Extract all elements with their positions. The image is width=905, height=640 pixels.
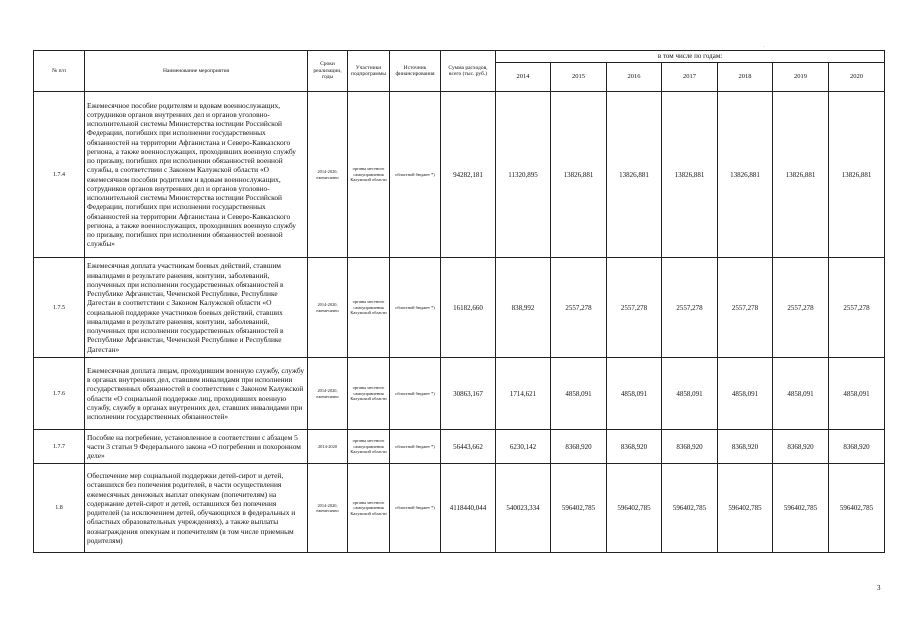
row-year-value: 13826,881 [829, 92, 885, 258]
row-year-value: 8368,920 [607, 430, 662, 464]
row-year-value: 596402,785 [662, 464, 718, 553]
col-period-header: Сроки реализации, годы [308, 51, 348, 92]
table-row [34, 464, 885, 553]
row-num: 1.8 [34, 464, 85, 553]
row-year-value: 2557,278 [662, 258, 718, 358]
row-year-value: 8368,920 [829, 430, 885, 464]
table-row [34, 430, 885, 464]
row-period: 2014-2020, ежемесячно [308, 464, 348, 553]
year-header: 2020 [829, 63, 885, 92]
col-source-header: Источник финансирования [390, 51, 441, 92]
row-period: 2014-2020, ежемесячно [308, 92, 348, 258]
row-year-value: 8368,920 [662, 430, 718, 464]
table-row [34, 92, 885, 258]
row-year-value: 13826,881 [662, 92, 718, 258]
row-period: 2014-2020, ежемесячно [308, 258, 348, 358]
row-year-value: 13826,881 [607, 92, 662, 258]
col-name-header: Наименование мероприятия [85, 51, 308, 92]
row-num: 1.7.4 [34, 92, 85, 258]
row-num: 1.7.6 [34, 358, 85, 430]
header-row [34, 51, 885, 63]
col-participants-header: Участники подпрограммы [348, 51, 390, 92]
row-year-value: 2557,278 [773, 258, 829, 358]
row-year-value: 6230,142 [496, 430, 551, 464]
year-header: 2018 [718, 63, 773, 92]
row-year-value: 540023,334 [496, 464, 551, 553]
program-table [33, 50, 885, 553]
row-year-value: 1714,621 [496, 358, 551, 430]
row-participants: органы местного самоуправления Калужской области [348, 430, 390, 464]
row-year-value: 4858,091 [607, 358, 662, 430]
row-year-value: 2557,278 [607, 258, 662, 358]
row-year-value: 596402,785 [607, 464, 662, 553]
row-num: 1.7.5 [34, 258, 85, 358]
year-header: 2014 [496, 63, 551, 92]
row-year-value: 2557,278 [829, 258, 885, 358]
row-year-value: 4858,091 [829, 358, 885, 430]
row-participants: органы местного самоуправления Калужской области [348, 358, 390, 430]
row-total: 56443,662 [441, 430, 496, 464]
row-source: областной бюджет *) [390, 92, 441, 258]
scan-speck: · [763, 45, 765, 50]
row-source: областной бюджет *) [390, 358, 441, 430]
row-period: 2014-2020, ежемесячно [308, 358, 348, 430]
row-year-value: 8368,920 [773, 430, 829, 464]
row-total: 4118440,044 [441, 464, 496, 553]
year-header: 2019 [773, 63, 829, 92]
row-year-value: 2557,278 [718, 258, 773, 358]
row-name: Ежемесячная доплата участникам боевых действий, ставшим инвалидами в результате ранения, контузии, заболеваний, полученных при исполнении государственных обязанностей в Республике Афганистан, Чеченской Республике, Республике Дагестан в соответствии с Законом Калужской области «О социальной поддержке участников боевых действий, ставших инвалидами в результате ранения, контузии, заболеваний, полученных при исполнении государственных обязанностей в Республике Афганистан, Чеченской Республике и Республике Дагестан» [85, 258, 308, 358]
row-year-value: 838,992 [496, 258, 551, 358]
year-header: 2016 [607, 63, 662, 92]
by-year-header: в том числе по годам: [496, 51, 885, 63]
row-year-value: 596402,785 [551, 464, 607, 553]
row-year-value: 596402,785 [829, 464, 885, 553]
row-name: Пособие на погребение, установленное в соответствии с абзацем 5 части 3 статьи 9 Федерального закона «О погребении и похоронном деле» [85, 430, 308, 464]
table-row [34, 258, 885, 358]
row-source: областной бюджет *) [390, 464, 441, 553]
row-participants: органы местного самоуправления Калужской области [348, 258, 390, 358]
row-year-value: 8368,920 [551, 430, 607, 464]
row-year-value: 4858,091 [773, 358, 829, 430]
row-name: Обеспечение мер социальной поддержки детей-сирот и детей, оставшихся без попечения родителей, в части осуществления ежемесячных денежных выплат опекунам (попечителям) на содержание детей-сирот и детей, оставшихся без попечения родителей (за исключением детей, обучающихся в федеральных и областных образовательных учреждениях), а также выплаты вознаграждения опекунам и попечителям (в том числе приемным родителям) [85, 464, 308, 553]
col-num-header: № п/п [34, 51, 85, 92]
row-year-value: 11320,895 [496, 92, 551, 258]
row-year-value: 596402,785 [718, 464, 773, 553]
table-row [34, 358, 885, 430]
row-year-value: 2557,278 [551, 258, 607, 358]
row-year-value: 13826,881 [551, 92, 607, 258]
row-year-value: 13826,881 [773, 92, 829, 258]
year-header: 2017 [662, 63, 718, 92]
row-period: 2014-2020 [308, 430, 348, 464]
row-year-value: 4858,091 [662, 358, 718, 430]
row-year-value: 4858,091 [718, 358, 773, 430]
row-total: 94282,181 [441, 92, 496, 258]
page-number: 3 [877, 584, 881, 592]
row-total: 16182,660 [441, 258, 496, 358]
row-source: областной бюджет *) [390, 258, 441, 358]
row-year-value: 4858,091 [551, 358, 607, 430]
col-total-header: Сумма расходов, всего (тыс. руб.) [441, 51, 496, 92]
row-participants: органы местного самоуправления Калужской области [348, 92, 390, 258]
row-source: областной бюджет *) [390, 430, 441, 464]
row-participants: органы местного самоуправления Калужской области [348, 464, 390, 553]
row-year-value: 596402,785 [773, 464, 829, 553]
row-num: 1.7.7 [34, 430, 85, 464]
row-name: Ежемесячное пособие родителям и вдовам военнослужащих, сотрудников органов внутренних дел и органов уголовно-исполнительной системы Министерства юстиции Российской Федерации, погибших при исполнении государственных обязанностей на территории Афганистана и Северо-Кавказского региона, а также военнослужащих, проходивших военную службу по призыву, погибших при исполнении обязанностей военной службы, в соответствии с Законом Калужской области «О ежемесячном пособии родителям и вдовам военнослужащих, сотрудников органов внутренних дел и органов уголовно-исполнительной системы Министерства юстиции Российской Федерации, погибших при исполнении государственных обязанностей на территории Афганистана и Северо-Кавказского региона, а также военнослужащих, проходивших военную службу по призыву, погибших при исполнении обязанностей военной службы» [85, 92, 308, 258]
row-year-value: 8368,920 [718, 430, 773, 464]
year-header: 2015 [551, 63, 607, 92]
row-total: 30863,167 [441, 358, 496, 430]
row-name: Ежемесячная доплата лицам, проходившим военную службу, службу в органах внутренних дел, ставшим инвалидами при исполнении государственных обязанностей в соответствии с Законом Калужской области «О социальной поддержке лиц, проходивших военную службу, службу в органах внутренних дел, ставших инвалидами при исполнении государственных обязанностей» [85, 358, 308, 430]
row-year-value: 13826,881 [718, 92, 773, 258]
